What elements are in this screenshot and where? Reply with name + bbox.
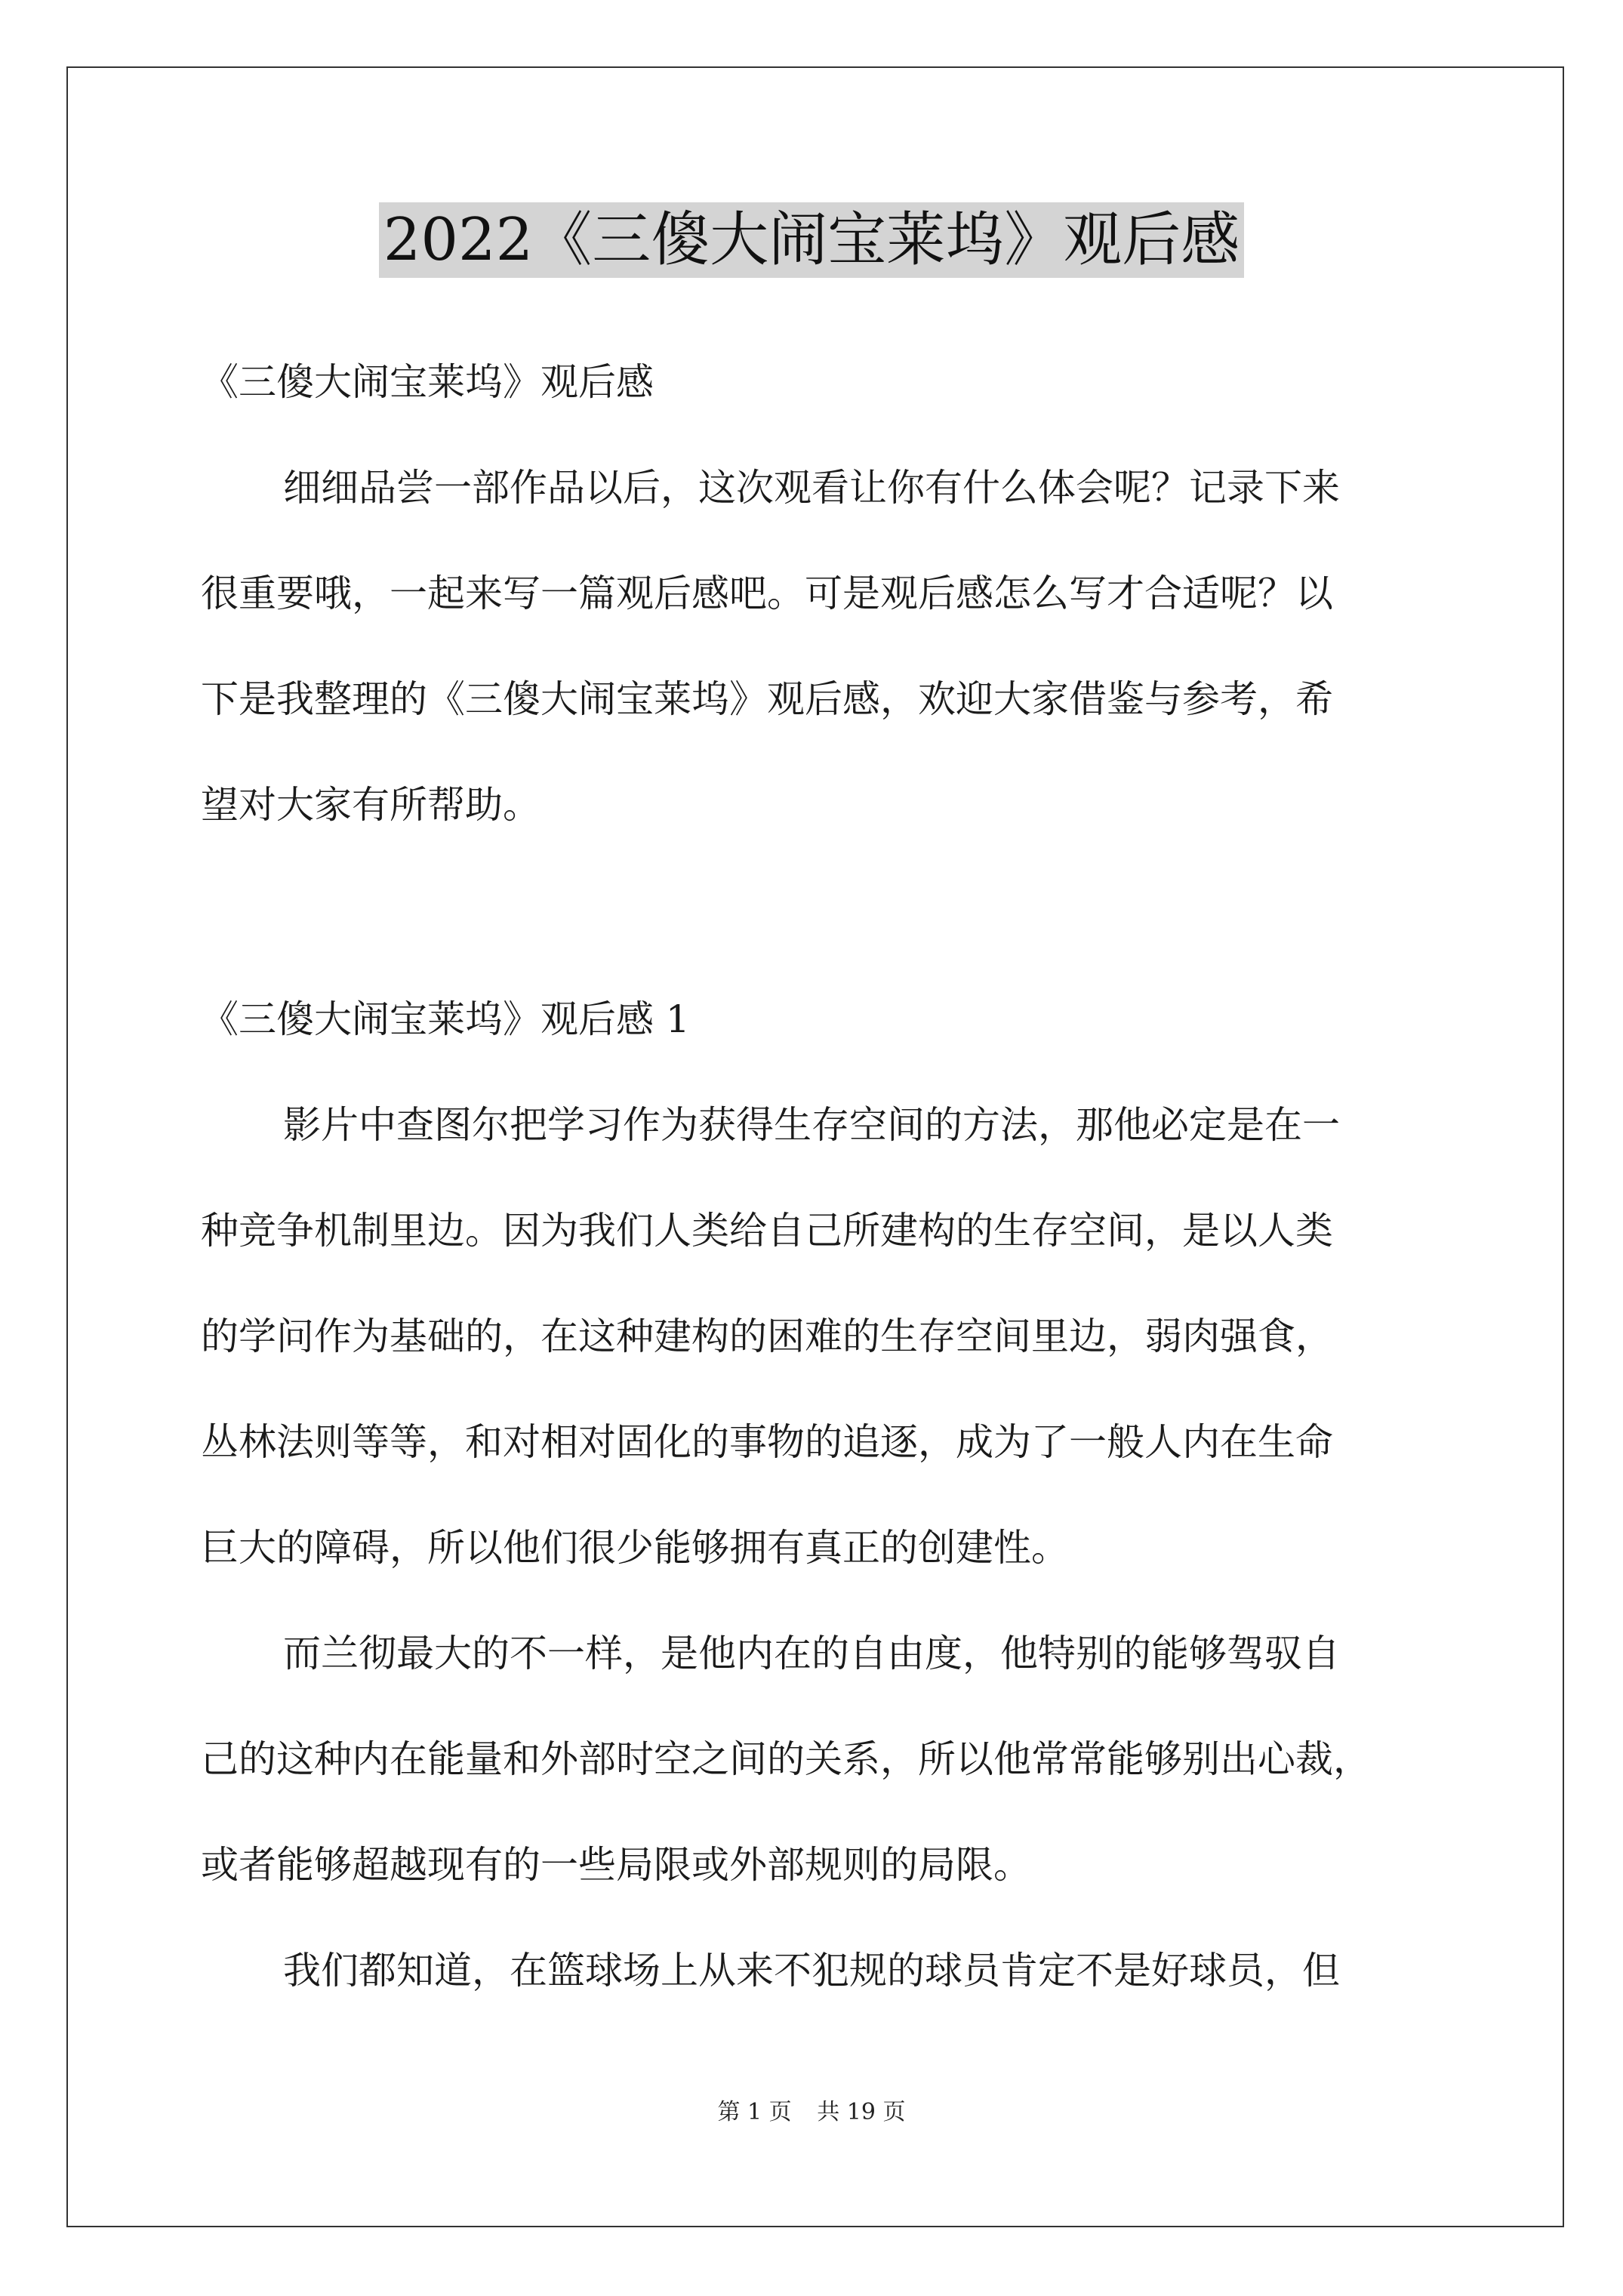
text-line: 我们都知道，在篮球场上从来不犯规的球员肯定不是好球员，但 — [283, 1949, 1340, 1992]
document-title: 2022《三傻大闹宝莱坞》观后感 — [379, 202, 1245, 278]
page-total: 共 19 页 — [817, 2099, 906, 2125]
text-line: 细细品尝一部作品以后，这次观看让你有什么体会呢？记录下来 — [283, 466, 1340, 510]
page-number: 第 1 页 — [717, 2099, 792, 2125]
page-footer — [0, 2097, 1623, 2128]
title-container — [0, 202, 1623, 278]
text-line: 望对大家有所帮助。 — [201, 783, 540, 827]
text-line: 很重要哦，一起来写一篇观后感吧。可是观后感怎么写才合适呢？以 — [201, 572, 1333, 615]
text-line: 己的这种内在能量和外部时空之间的关系，所以他常常能够别出心裁， — [201, 1737, 1371, 1781]
text-line: 的学问作为基础的，在这种建构的困难的生存空间里边，弱肉强食， — [201, 1314, 1333, 1358]
text-line: 丛林法则等等，和对相对固化的事物的追逐，成为了一般人内在生命 — [201, 1420, 1333, 1464]
text-line: 下是我整理的《三傻大闹宝莱坞》观后感，欢迎大家借鉴与参考，希 — [201, 677, 1333, 721]
section-heading: 《三傻大闹宝莱坞》观后感 1 — [201, 997, 690, 1041]
text-line: 或者能够超越现有的一些局限或外部规则的局限。 — [201, 1843, 1031, 1887]
text-line: 影片中查图尔把学习作为获得生存空间的方法，那他必定是在一 — [283, 1103, 1340, 1147]
text-line: 种竞争机制里边。因为我们人类给自己所建构的生存空间，是以人类 — [201, 1209, 1333, 1253]
text-line: 而兰彻最大的不一样，是他内在的自由度，他特别的能够驾驭自 — [283, 1632, 1340, 1675]
section-heading: 《三傻大闹宝莱坞》观后感 — [201, 360, 654, 404]
text-line: 巨大的障碍，所以他们很少能够拥有真正的创建性。 — [201, 1526, 1069, 1570]
